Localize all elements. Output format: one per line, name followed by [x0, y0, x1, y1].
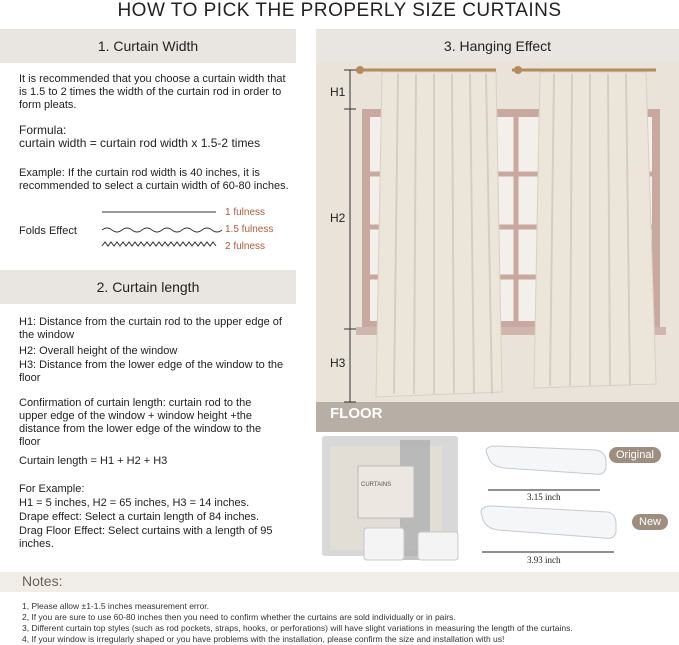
- floor-label: FLOOR: [330, 405, 383, 422]
- fold-line-1-5: [102, 228, 222, 232]
- notes-heading: Notes:: [22, 573, 63, 589]
- fullness-1-label: 1 fulness: [225, 207, 266, 218]
- room-scene: [316, 62, 679, 432]
- h3-label: H3: [330, 356, 346, 370]
- original-badge: Original: [609, 447, 661, 463]
- new-badge: New: [632, 514, 668, 530]
- drag-floor-effect: Drag Floor Effect: Select curtains with a length of 95 inches.: [19, 525, 273, 550]
- formula-label: Formula:: [19, 123, 67, 137]
- folds-diagram: [98, 205, 223, 255]
- formula-text: curtain width = curtain rod width x 1.5-2 times: [19, 136, 261, 150]
- folds-label: Folds Effect: [19, 225, 77, 237]
- notes-band: [0, 572, 679, 592]
- section-heading-length: 2. Curtain length: [0, 270, 296, 304]
- h1-description: H1: Distance from the curtain rod to the upper edge of the window: [19, 316, 282, 341]
- fold-line-2: [102, 242, 216, 246]
- original-size: 3.15 inch: [527, 492, 561, 502]
- width-intro: It is recommended that you choose a curtain width that is 1.5 to 2 times the width of the curtain rod in order to form pleats.: [19, 73, 286, 111]
- curtain-panel-right: [534, 72, 656, 388]
- new-size: 3.93 inch: [527, 555, 561, 565]
- note-3: 3, Different curtain top styles (such as rod pockets, straps, hooks, or perforations) will have slight variations in measuring the length of the curtains.: [22, 623, 573, 633]
- section-heading-width: 1. Curtain Width: [0, 29, 296, 63]
- curtain-panel-left: [376, 72, 502, 397]
- drape-effect: Drape effect: Select a curtain length of 84 inches.: [19, 511, 260, 523]
- h2-description: H2: Overall height of the window: [19, 345, 178, 357]
- fullness-1-5-label: 1.5 fulness: [225, 224, 274, 235]
- example-values: H1 = 5 inches, H2 = 65 inches, H3 = 14 inches.: [19, 497, 250, 509]
- note-1: 1, Please allow ±1-1.5 inches measurement error.: [22, 601, 210, 611]
- hanging-effect-illustration: [316, 62, 679, 432]
- product-package-image: [318, 436, 468, 568]
- note-4: 4, If your window is irregularly shaped or you have problems with the installation, please confirm the size and installation with us!: [22, 634, 505, 644]
- h1-label: H1: [330, 85, 346, 99]
- section-heading-hanging: 3. Hanging Effect: [316, 29, 679, 63]
- package-brand: CURTAINS: [361, 482, 392, 488]
- h2-label: H2: [330, 211, 346, 225]
- fullness-2-label: 2 fulness: [225, 241, 266, 252]
- page-title: HOW TO PICK THE PROPERLY SIZE CURTAINS: [117, 0, 562, 21]
- length-confirmation: Confirmation of curtain length: curtain rod to the upper edge of the window + window height +the distance from the lower edge of the window to the floor: [19, 397, 262, 448]
- width-example: Example: If the curtain rod width is 40 inches, it is recommended to select a curtain width of 60-80 inches.: [19, 167, 289, 192]
- note-2: 2, If you are sure to use 60-80 inches then you need to confirm whether the curtains are sold individually or in pairs.: [22, 612, 456, 622]
- for-example-label: For Example:: [19, 483, 85, 495]
- length-formula: Curtain length = H1 + H2 + H3: [19, 455, 168, 467]
- h3-description: H3: Distance from the lower edge of the window to the floor: [19, 359, 284, 384]
